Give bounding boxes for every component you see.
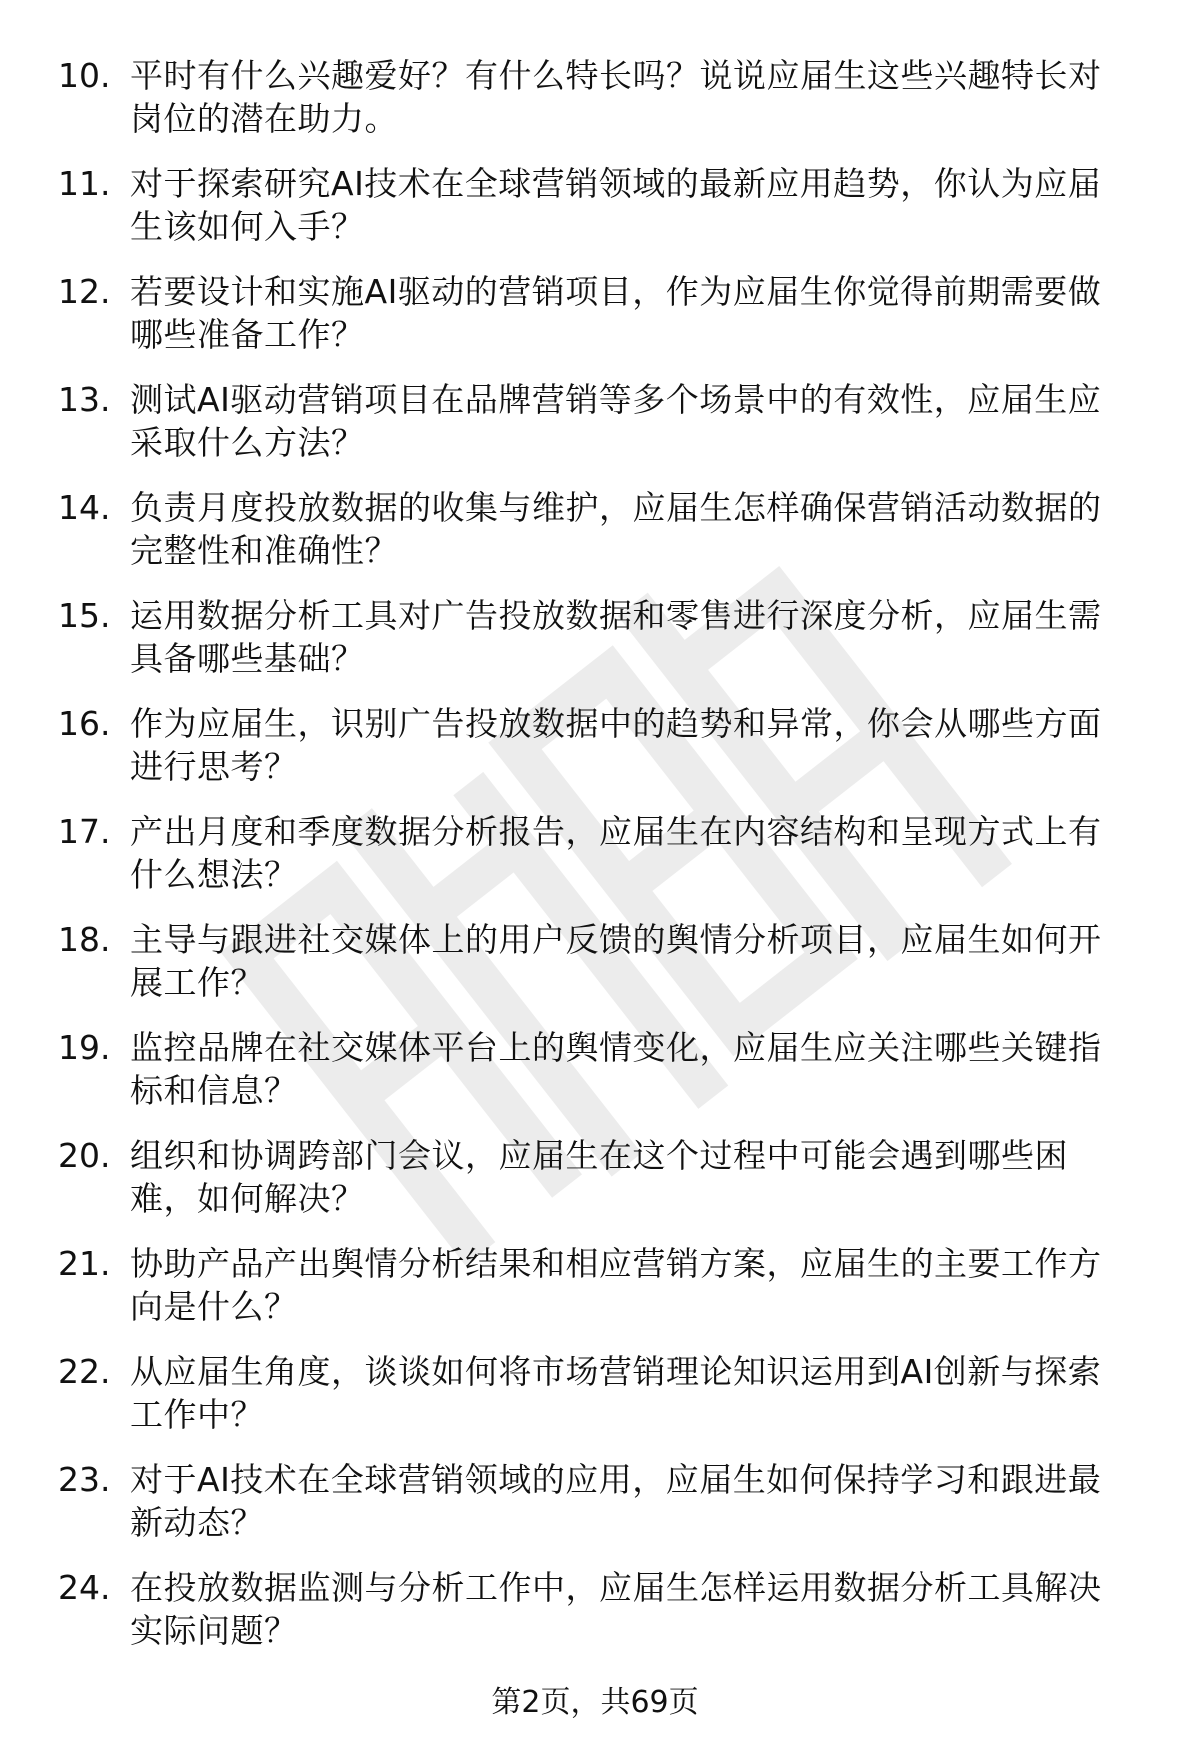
question-text: 从应届生角度，谈谈如何将市场营销理论知识运用到AI创新与探索工作中？ xyxy=(130,1352,1102,1434)
question-number: 11. xyxy=(58,164,111,203)
question-text: 若要设计和实施AI驱动的营销项目，作为应届生你觉得前期需要做哪些准备工作？ xyxy=(130,272,1102,354)
question-text: 对于探索研究AI技术在全球营销领域的最新应用趋势，你认为应届生该如何入手？ xyxy=(130,164,1102,246)
question-number: 17. xyxy=(58,812,111,851)
question-item xyxy=(58,1350,1148,1458)
page-number: 第2页，共69页 xyxy=(491,1685,699,1720)
question-number: 12. xyxy=(58,272,111,311)
question-number: 19. xyxy=(58,1028,111,1067)
question-item xyxy=(58,1026,1148,1134)
question-number: 10. xyxy=(58,56,111,95)
question-number: 18. xyxy=(58,920,111,959)
question-text: 运用数据分析工具对广告投放数据和零售进行深度分析，应届生需具备哪些基础？ xyxy=(130,596,1102,678)
question-number: 21. xyxy=(58,1244,111,1283)
question-text: 平时有什么兴趣爱好？有什么特长吗？说说应届生这些兴趣特长对岗位的潜在助力。 xyxy=(130,56,1102,138)
question-text: 作为应届生，识别广告投放数据中的趋势和异常，你会从哪些方面进行思考？ xyxy=(130,704,1102,786)
question-item xyxy=(58,54,1148,162)
question-text: 对于AI技术在全球营销领域的应用，应届生如何保持学习和跟进最新动态？ xyxy=(130,1460,1102,1542)
question-text: 组织和协调跨部门会议，应届生在这个过程中可能会遇到哪些困难，如何解决？ xyxy=(130,1136,1068,1218)
question-item xyxy=(58,918,1148,1026)
question-text: 测试AI驱动营销项目在品牌营销等多个场景中的有效性，应届生应采取什么方法？ xyxy=(130,380,1102,462)
question-text: 负责月度投放数据的收集与维护，应届生怎样确保营销活动数据的完整性和准确性？ xyxy=(130,488,1102,570)
question-number: 14. xyxy=(58,488,111,527)
question-list xyxy=(58,54,1148,1674)
question-text: 产出月度和季度数据分析报告，应届生在内容结构和呈现方式上有什么想法？ xyxy=(130,812,1102,894)
question-number: 15. xyxy=(58,596,111,635)
question-item xyxy=(58,702,1148,810)
question-text: 监控品牌在社交媒体平台上的舆情变化，应届生应关注哪些关键指标和信息？ xyxy=(130,1028,1102,1110)
question-text: 协助产品产出舆情分析结果和相应营销方案，应届生的主要工作方向是什么？ xyxy=(130,1244,1102,1326)
question-text: 在投放数据监测与分析工作中，应届生怎样运用数据分析工具解决实际问题？ xyxy=(130,1568,1102,1650)
question-item xyxy=(58,594,1148,702)
question-item xyxy=(58,810,1148,918)
question-number: 22. xyxy=(58,1352,111,1391)
question-item xyxy=(58,162,1148,270)
question-number: 20. xyxy=(58,1136,111,1175)
question-text: 主导与跟进社交媒体上的用户反馈的舆情分析项目，应届生如何开展工作？ xyxy=(130,920,1102,1002)
question-item xyxy=(58,1134,1148,1242)
question-item xyxy=(58,1458,1148,1566)
question-number: 24. xyxy=(58,1568,111,1607)
question-item xyxy=(58,1566,1148,1674)
question-number: 23. xyxy=(58,1460,111,1499)
question-number: 16. xyxy=(58,704,111,743)
question-item xyxy=(58,1242,1148,1350)
question-item xyxy=(58,486,1148,594)
question-item xyxy=(58,378,1148,486)
question-number: 13. xyxy=(58,380,111,419)
question-item xyxy=(58,270,1148,378)
